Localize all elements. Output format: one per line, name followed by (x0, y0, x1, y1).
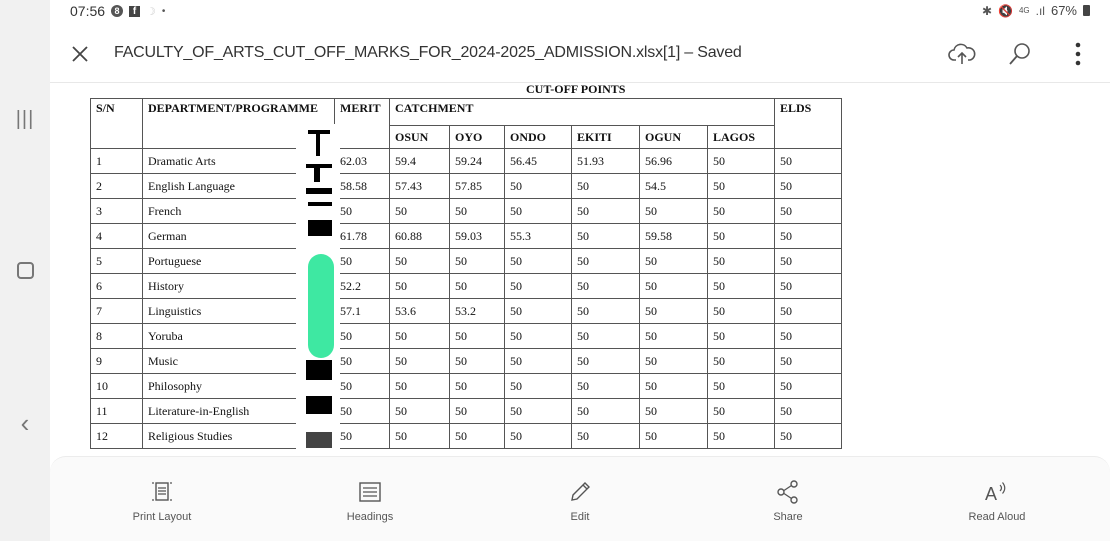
cell-elds[interactable]: 50 (775, 424, 842, 449)
cell-ekiti[interactable]: 50 (572, 424, 640, 449)
network-type: 4G (1018, 6, 1030, 15)
recents-button[interactable]: ||| (15, 108, 35, 130)
cell-ondo[interactable]: 55.3 (505, 224, 572, 249)
table-row (91, 224, 842, 249)
app-window (50, 0, 1110, 540)
header-state: EKITI (572, 126, 640, 149)
cell-lagos[interactable]: 50 (708, 174, 775, 199)
cell-ekiti[interactable]: 50 (572, 274, 640, 299)
mute-icon: 🔇 (998, 3, 1013, 18)
dot-icon: • (161, 5, 166, 17)
cell-merit[interactable]: 57.1 (335, 299, 390, 324)
cell-sn[interactable]: 4 (91, 224, 143, 249)
print-layout-icon (149, 479, 175, 505)
moon-icon: ☽ (146, 5, 156, 18)
cell-merit[interactable]: 50 (335, 199, 390, 224)
cell-department[interactable]: Religious Studies (143, 424, 335, 449)
cell-osun[interactable]: 50 (390, 349, 450, 374)
cell-sn[interactable]: 6 (91, 274, 143, 299)
cloud-upload-button[interactable] (948, 40, 976, 68)
cell-elds[interactable]: 50 (775, 399, 842, 424)
cell-sn[interactable]: 2 (91, 174, 143, 199)
home-button[interactable] (0, 262, 50, 284)
cell-lagos[interactable]: 50 (708, 224, 775, 249)
cell-elds[interactable]: 50 (775, 324, 842, 349)
cell-oyo[interactable]: 50 (450, 199, 505, 224)
close-icon (68, 42, 92, 66)
headings-label: Headings (346, 511, 394, 523)
headings-button[interactable] (310, 457, 430, 537)
cell-merit[interactable]: 50 (335, 399, 390, 424)
table-row (91, 199, 842, 224)
more-options-button[interactable] (1064, 40, 1092, 68)
spreadsheet (90, 84, 850, 450)
section-title: CUT-OFF POINTS (526, 82, 626, 96)
cell-merit[interactable]: 50 (335, 249, 390, 274)
cell-ogun[interactable]: 50 (640, 424, 708, 449)
cell-department[interactable]: French (143, 199, 335, 224)
battery-icon (1083, 5, 1090, 16)
table-row (91, 249, 842, 274)
header-state: OSUN (390, 126, 450, 149)
cell-ekiti[interactable]: 50 (572, 399, 640, 424)
cell-ondo[interactable]: 56.45 (505, 149, 572, 174)
cell-elds[interactable]: 50 (775, 374, 842, 399)
cloud-upload-icon (948, 40, 976, 68)
cell-merit[interactable]: 50 (335, 424, 390, 449)
cut-off-table (90, 98, 842, 449)
table-row (91, 424, 842, 449)
cell-lagos[interactable]: 50 (708, 424, 775, 449)
cell-oyo[interactable]: 53.2 (450, 299, 505, 324)
cell-ogun[interactable]: 54.5 (640, 174, 708, 199)
facebook-icon: f (129, 6, 140, 17)
header-department: DEPARTMENT/PROGRAMME (143, 99, 335, 149)
cell-elds[interactable]: 50 (775, 149, 842, 174)
cell-elds[interactable]: 50 (775, 224, 842, 249)
cell-merit[interactable]: 52.2 (335, 274, 390, 299)
edit-button[interactable] (520, 457, 640, 537)
print-layout-label: Print Layout (132, 511, 192, 523)
cell-department[interactable]: Yoruba (143, 324, 335, 349)
cell-ondo[interactable]: 50 (505, 399, 572, 424)
pencil-icon (567, 479, 593, 505)
header-state: OGUN (640, 126, 708, 149)
battery-percent: 67% (1050, 3, 1077, 18)
cell-department[interactable]: History (143, 274, 335, 299)
status-bar (50, 0, 1110, 26)
cell-merit[interactable]: 50 (335, 324, 390, 349)
table-row (91, 274, 842, 299)
share-icon (775, 479, 801, 505)
cell-osun[interactable]: 50 (390, 424, 450, 449)
cell-sn[interactable]: 1 (91, 149, 143, 174)
cell-ogun[interactable]: 59.58 (640, 224, 708, 249)
cell-ekiti[interactable]: 50 (572, 299, 640, 324)
read-aloud-label: Read Aloud (968, 511, 1026, 523)
cell-osun[interactable]: 53.6 (390, 299, 450, 324)
bottom-toolbar (50, 456, 1110, 541)
cell-osun[interactable]: 50 (390, 374, 450, 399)
cell-lagos[interactable]: 50 (708, 274, 775, 299)
svg-text:A: A (985, 484, 998, 504)
cell-osun[interactable]: 50 (390, 324, 450, 349)
cell-elds[interactable]: 50 (775, 274, 842, 299)
cell-osun[interactable]: 50 (390, 199, 450, 224)
cell-ondo[interactable]: 50 (505, 249, 572, 274)
cell-ekiti[interactable]: 50 (572, 224, 640, 249)
cell-department[interactable]: Music (143, 349, 335, 374)
header-state: ONDO (505, 126, 572, 149)
cell-oyo[interactable]: 50 (450, 274, 505, 299)
header-state: OYO (450, 126, 505, 149)
cell-department[interactable]: Dramatic Arts (143, 149, 335, 174)
read-aloud-icon (984, 479, 1010, 505)
headings-icon (357, 479, 383, 505)
share-button[interactable] (728, 457, 848, 537)
cell-ogun[interactable]: 50 (640, 299, 708, 324)
cell-department[interactable]: Literature-in-English (143, 399, 335, 424)
cell-department[interactable]: English Language (143, 174, 335, 199)
header-merit: MERIT (335, 99, 390, 149)
cell-lagos[interactable]: 50 (708, 199, 775, 224)
cell-lagos[interactable]: 50 (708, 399, 775, 424)
cell-oyo[interactable]: 50 (450, 249, 505, 274)
cell-osun[interactable]: 57.43 (390, 174, 450, 199)
cell-osun[interactable]: 50 (390, 249, 450, 274)
search-icon (1006, 40, 1034, 68)
cell-ondo[interactable]: 50 (505, 199, 572, 224)
cell-ondo[interactable]: 50 (505, 274, 572, 299)
cell-oyo[interactable]: 50 (450, 349, 505, 374)
cell-elds[interactable]: 50 (775, 349, 842, 374)
cell-ekiti[interactable]: 50 (572, 324, 640, 349)
cell-ogun[interactable]: 50 (640, 324, 708, 349)
cell-ekiti[interactable]: 50 (572, 174, 640, 199)
table-row (91, 174, 842, 199)
cell-ondo[interactable]: 50 (505, 324, 572, 349)
notification-badge-icon: 8 (111, 5, 123, 17)
table-row (91, 349, 842, 374)
cell-ogun[interactable]: 50 (640, 399, 708, 424)
close-button[interactable] (68, 42, 92, 66)
cell-merit[interactable]: 50 (335, 374, 390, 399)
home-icon (17, 262, 34, 279)
cell-department[interactable]: German (143, 224, 335, 249)
cell-oyo[interactable]: 50 (450, 324, 505, 349)
cell-ogun[interactable]: 50 (640, 199, 708, 224)
cell-ondo[interactable]: 50 (505, 174, 572, 199)
cell-lagos[interactable]: 50 (708, 374, 775, 399)
cell-sn[interactable]: 12 (91, 424, 143, 449)
system-navigation (0, 0, 50, 540)
cell-ekiti[interactable]: 50 (572, 349, 640, 374)
back-button[interactable]: ‹ (20, 408, 30, 438)
cell-elds[interactable]: 50 (775, 199, 842, 224)
cell-ogun[interactable]: 50 (640, 249, 708, 274)
cell-oyo[interactable]: 50 (450, 399, 505, 424)
cell-ondo[interactable]: 50 (505, 424, 572, 449)
cell-merit[interactable]: 50 (335, 349, 390, 374)
cell-sn[interactable]: 8 (91, 324, 143, 349)
cell-elds[interactable]: 50 (775, 174, 842, 199)
cell-ondo[interactable]: 50 (505, 299, 572, 324)
cell-ogun[interactable]: 56.96 (640, 149, 708, 174)
table-row (91, 374, 842, 399)
cell-sn[interactable]: 3 (91, 199, 143, 224)
cell-merit[interactable]: 62.03 (335, 149, 390, 174)
cell-department[interactable]: Linguistics (143, 299, 335, 324)
cell-oyo[interactable]: 50 (450, 374, 505, 399)
cell-lagos[interactable]: 50 (708, 299, 775, 324)
cell-department[interactable]: Philosophy (143, 374, 335, 399)
document-title: FACULTY_OF_ARTS_CUT_OFF_MARKS_FOR_2024-2025_ADMISSION.xlsx[1] – Saved (114, 44, 742, 61)
table-row (91, 149, 842, 174)
bluetooth-icon: ✱ (981, 3, 992, 18)
more-vertical-icon (1064, 40, 1092, 68)
signal-icon: .ıl (1035, 3, 1045, 18)
table-row (91, 399, 842, 424)
cell-osun[interactable]: 50 (390, 399, 450, 424)
cell-department[interactable]: Portuguese (143, 249, 335, 274)
redaction-overlay (296, 124, 340, 476)
cell-elds[interactable]: 50 (775, 299, 842, 324)
cell-lagos[interactable]: 50 (708, 249, 775, 274)
cell-sn[interactable]: 5 (91, 249, 143, 274)
cell-ekiti[interactable]: 50 (572, 199, 640, 224)
clock: 07:56 (70, 3, 106, 19)
cell-oyo[interactable]: 50 (450, 424, 505, 449)
print-layout-button[interactable] (102, 457, 222, 537)
cell-osun[interactable]: 59.4 (390, 149, 450, 174)
cell-ekiti[interactable]: 50 (572, 249, 640, 274)
read-aloud-button[interactable] (937, 457, 1057, 537)
header-elds: ELDS (775, 99, 842, 149)
cell-ogun[interactable]: 50 (640, 374, 708, 399)
cell-osun[interactable]: 50 (390, 274, 450, 299)
cell-lagos[interactable]: 50 (708, 324, 775, 349)
search-button[interactable] (1006, 40, 1034, 68)
cell-ogun[interactable]: 50 (640, 274, 708, 299)
app-bar (50, 30, 1110, 80)
cell-merit[interactable]: 58.58 (335, 174, 390, 199)
cell-ekiti[interactable]: 50 (572, 374, 640, 399)
cell-elds[interactable]: 50 (775, 249, 842, 274)
cell-ondo[interactable]: 50 (505, 349, 572, 374)
cell-ekiti[interactable]: 51.93 (572, 149, 640, 174)
header-sn: S/N (91, 99, 143, 149)
cell-sn[interactable]: 7 (91, 299, 143, 324)
cell-ondo[interactable]: 50 (505, 374, 572, 399)
cell-oyo[interactable]: 59.24 (450, 149, 505, 174)
cell-sn[interactable]: 9 (91, 349, 143, 374)
cell-merit[interactable]: 61.78 (335, 224, 390, 249)
cell-sn[interactable]: 11 (91, 399, 143, 424)
cell-ogun[interactable]: 50 (640, 349, 708, 374)
cell-lagos[interactable]: 50 (708, 349, 775, 374)
cell-lagos[interactable]: 50 (708, 149, 775, 174)
table-row (91, 324, 842, 349)
share-label: Share (773, 511, 803, 523)
table-row (91, 299, 842, 324)
edit-label: Edit (570, 511, 590, 523)
header-catchment: CATCHMENT (390, 99, 775, 126)
cell-oyo[interactable]: 59.03 (450, 224, 505, 249)
cell-sn[interactable]: 10 (91, 374, 143, 399)
cell-osun[interactable]: 60.88 (390, 224, 450, 249)
header-state: LAGOS (708, 126, 775, 149)
cell-oyo[interactable]: 57.85 (450, 174, 505, 199)
